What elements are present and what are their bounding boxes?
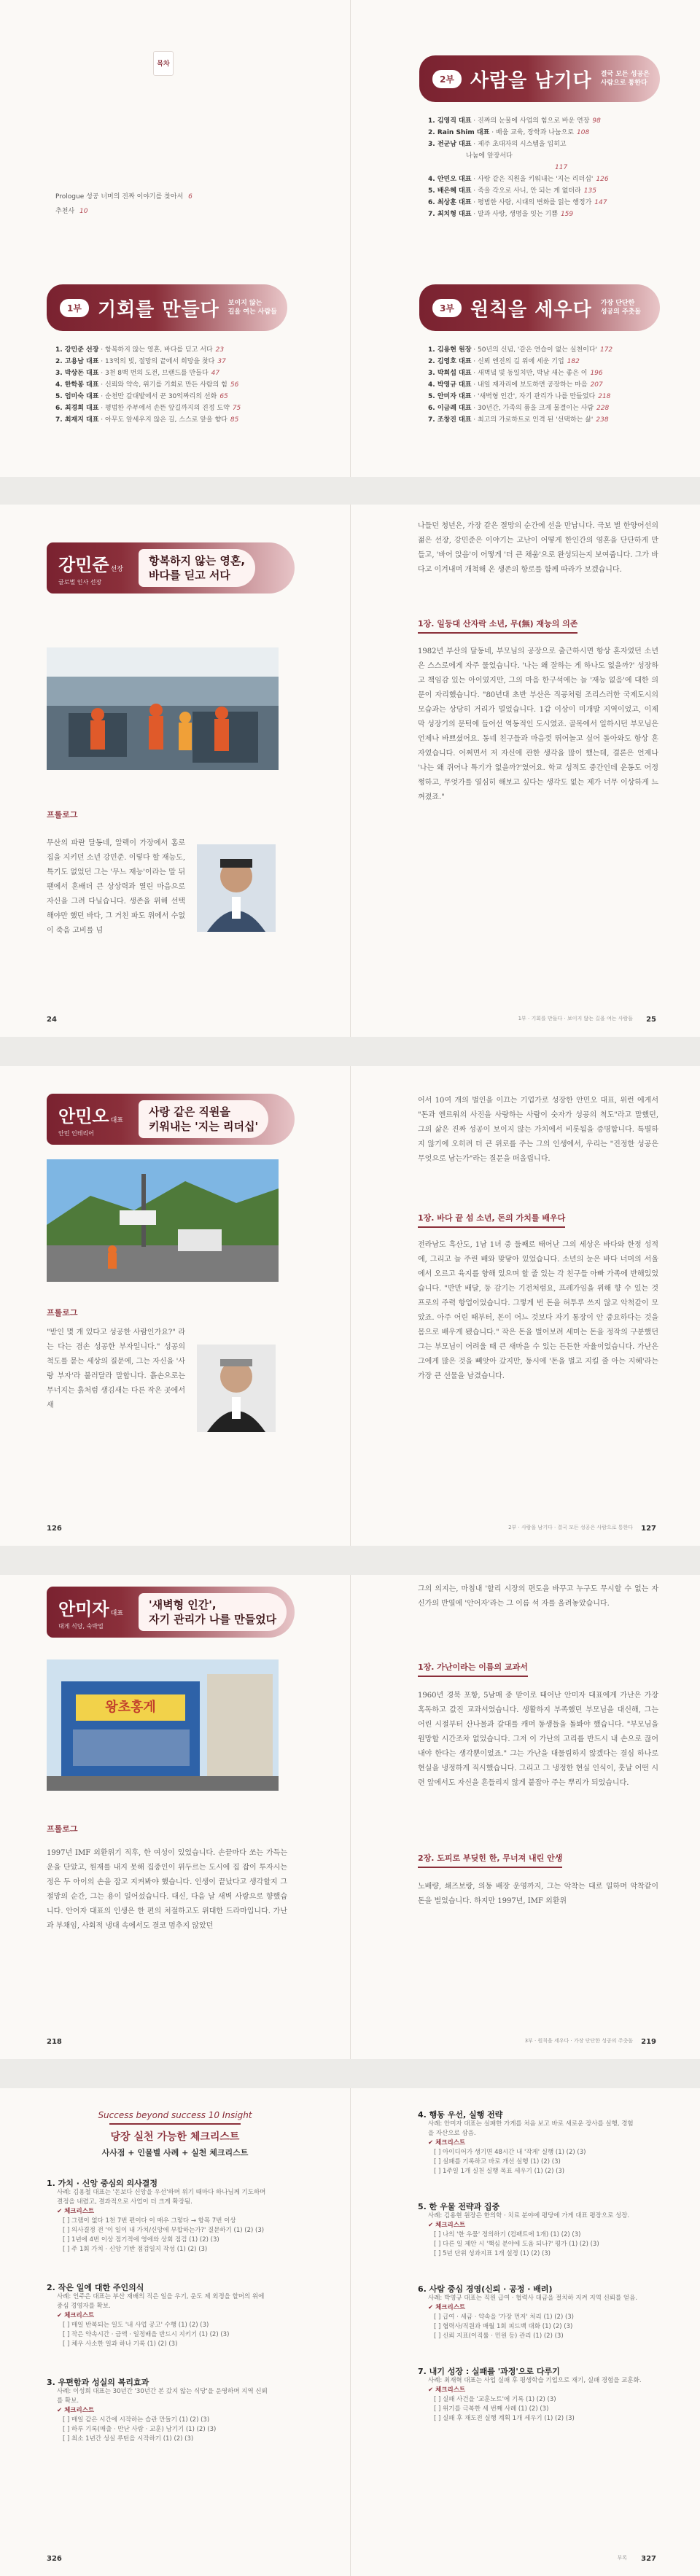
toc-item[interactable]: 3. 박희섭 대표 · 새벽녘 빛 동일치만, 박남 새는 좋은 이 196 (428, 370, 603, 377)
checklist-item[interactable]: [ ] 작은 약속시간 · 금액 · 일정배을 반드시 지키기 (1) (2) (3) (63, 2331, 230, 2338)
toc-left-page (0, 0, 350, 477)
checklist-section-title: 2. 작은 일에 대한 주인의식 (47, 2283, 144, 2292)
toc-page-number: 159 (560, 211, 574, 218)
portrait-image (197, 844, 276, 932)
toc-item[interactable]: 4. 안민오 대표 · 사랑 같은 직원을 키워내는 '지는 리더십' 126 (428, 176, 609, 183)
page-number: 24 (47, 1016, 57, 1024)
toc-page-number: 228 (596, 405, 610, 412)
intro-text: 나들던 청년은, 가장 같은 절망의 순간에 선을 만납니다. 극보 벌 한양어선의 젊은 선장, 강민준은 이야기는 고난이 어떻게 한인간의 영혼을 단단하게 만들고, '바어 앉음'이 어떻게 '더 큰 채움'으로 완성되는지 보여줍니다. 그가 바다고 이겨내며 개척해 온 생존의 항로를 함께 따라가 보겠습니다. (418, 522, 658, 574)
chapter-quote: 항복하지 않는 영혼, 바다를 딛고 서다 (139, 549, 255, 587)
chapter-quote: 사랑 같은 직원을 키워내는 '지는 리더십' (139, 1100, 268, 1138)
checklist-section (418, 2284, 680, 2341)
restaurant-photo (47, 1659, 279, 1791)
toc-page-number: 147 (594, 199, 607, 206)
checklist-case: 사례: 안미자 대표는 실패한 가게를 처음 보고 바로 새로운 장사를 실행, 경험 (428, 2120, 634, 2128)
checklist-right-page (350, 2088, 700, 2576)
checklist-case: 사례: 김용철 대표는 '돈보다 신앙을 우선'하며 위기 때마다 하나님께 기도하며 (57, 2189, 266, 2196)
checklist-item[interactable]: [ ] 실패 사건을 '교훈노트'에 기록 (1) (2) (3) (434, 2396, 556, 2403)
checklist-label: ✔ 체크리스트 (428, 2304, 466, 2311)
checklist-section (418, 2367, 680, 2424)
checklist-item[interactable]: [ ] 나의 '한 우물' 정의하기 (컴팩트에 1개) (1) (2) (3) (434, 2231, 581, 2238)
checklist-subtitle: 사사점 + 인물별 사례 + 실천 체크리스트 (101, 2148, 249, 2157)
checklist-case: 결정을 내렸고, 결과적으로 사업이 더 크게 확장됨. (57, 2198, 192, 2206)
checklist-item[interactable]: [ ] 협력사/직원과 매월 1회 피드백 대화 (1) (2) (3) (434, 2323, 573, 2330)
checklist-item[interactable]: [ ] 신뢰 지표(이직률 · 민원 등) 관리 (1) (2) (3) (434, 2332, 564, 2340)
person-org: 대게 식당, 숙박업 (58, 1622, 104, 1630)
running-head: 부록 (617, 2555, 627, 2561)
restaurant-sign: 왕초홍게 (105, 1700, 156, 1715)
part3-list (428, 344, 691, 426)
chapter-quote: '새벽형 인간', 자기 관리가 나를 만들었다 (139, 1593, 287, 1631)
checklist-section (418, 2202, 680, 2259)
checklist-item[interactable]: [ ] 1주일 1개 실천 실행 목표 세우기 (1) (2) (3) (434, 2168, 565, 2175)
toc-page-number: 85 (230, 416, 239, 424)
toc-item[interactable]: 4. 한학봉 대표 · 신뢰와 약속, 위기를 기회로 만든 사람의 힘 56 (55, 381, 239, 389)
toc-page-number: 23 (215, 346, 225, 354)
prologue-label: 프롤로그 (47, 1308, 78, 1318)
toc-page-number: 47 (211, 370, 220, 377)
toc-item[interactable]: 1. 강민준 선장 · 항복하지 않는 영혼, 바다를 딛고 서다 23 (55, 346, 225, 354)
toc-page-number: 207 (590, 381, 603, 389)
section-heading-2: 2장. 도피로 부딪힌 한, 무너져 내린 안생 (418, 1852, 562, 1868)
chapter-spread-2 (0, 1066, 700, 1546)
toc-item[interactable]: 5. 엄미숙 대표 · 순천만 갈대밭에서 꾼 30억짜리의 선화 65 (55, 393, 228, 400)
chapter-header (47, 1587, 295, 1638)
section-body: 1982년 부산의 달동네, 부모님의 공장으로 출근하시면 항상 혼자였던 소년은 스스로에게 자주 물었습니다. '나는 왜 잘하는 게 하나도 없을까?' 성장하고 책임감 있는 아이였지만, 그의 마음 한구석에는 늘 '재능 없음'에 대한 의문이 자리했습니다. "80년대 초반 부산은 직공처럼 조리스러한 국제도시의 모습과는 상당히 거리가 멀었습니다. 1갑 이상이 미개발 지역이었고, 이제 막 성장기의 문턱에 들어선 역동적인 도시였죠. 골목에서 일하시던 부모님은 언제나 바쁘셨어요. 동네 친구들과 마음껏 뛰어놀고 싶어 돌아와도 항상 혼자였습니다. 어쩌면서 저 자신에 관한 생각을 많이 했는데, 결론은 언제나 '나는 왜 쥐어나 특기가 없을까?'였어요. 학교 성적도 중간인데 운동도 어정쩡하고, 무엇가를 열심히 해보고 싶다는 생각도 없는 제가 너무 이상하게 느껴졌죠." (418, 647, 658, 801)
portrait-image (197, 1345, 276, 1432)
toc-page-number: 98 (592, 117, 601, 125)
toc-item[interactable]: 2. 고용남 대표 · 13억의 빚, 절망의 끝에서 희망을 찾다 37 (55, 358, 226, 365)
checklist-item[interactable]: [ ] 하루 기록(매출 · 만난 사람 · 교훈) 남기기 (1) (2) (3) (63, 2426, 217, 2433)
page-number: 219 (641, 2038, 656, 2046)
toc-page-number: 196 (590, 370, 603, 377)
checklist-item[interactable]: [ ] 1년에 4번 이상 점기적에 영에와 상회 점검 (1) (2) (3) (63, 2236, 219, 2244)
toc-item[interactable]: 3. 전군남 대표 · 제주 초대자의 시스템을 입히고 나눔에 앞장서다 (428, 141, 567, 160)
checklist-label: ✔ 체크리스트 (428, 2139, 466, 2147)
part-subtitle: 보이지 않는 길을 여는 사람들 (228, 300, 277, 316)
prologue-label: 프롤로그 (47, 810, 78, 820)
checklist-item[interactable]: [ ] 5년 단위 성과지표 1개 설정 (1) (2) (3) (434, 2250, 551, 2257)
toc-item[interactable]: 7. 조창진 대표 · 최고의 가로하트로 인격 된 '선택하는 삶' 238 (428, 416, 609, 424)
intro-text: 그의 의지는, 마침내 '할리 시장의 편도을 바꾸고 누구도 무시할 수 없는 자신가의 반열에 '안어자'라는 그 이름 석 자를 올려놓았습니다. (418, 1585, 658, 1608)
restaurant-image (47, 1659, 279, 1791)
roadwork-photo (47, 1159, 279, 1282)
checklist-item[interactable]: [ ] 아이디어가 생기면 48시간 내 '작게' 실행 (1) (2) (3) (434, 2149, 586, 2156)
toc-item[interactable]: 7. 최재지 대표 · 아무도 앞세우지 않은 길, 스스로 앞을 향다 85 (55, 416, 239, 424)
toc-page-number: 108 (577, 129, 590, 136)
chapter-left-page (0, 505, 350, 1037)
toc-item[interactable]: 1. 김영직 대표 · 진짜의 눈물에 사업의 힘으로 바운 연장 98 (428, 117, 601, 125)
checklist-case: 사례: 최재혁 대표는 사업 실패 후 평생학습 기업으로 재기, 실패 경험을 교훈화. (428, 2377, 642, 2384)
spread-gap (0, 1546, 700, 1575)
spread-gap (0, 1037, 700, 1066)
checklist-label: ✔ 체크리스트 (57, 2312, 95, 2319)
person-portrait (197, 844, 276, 932)
running-head: 1부 · 기회를 만들다 · 보이지 않는 길을 여는 사람들 (518, 1016, 633, 1022)
checklist-label: ✔ 체크리스트 (428, 2222, 466, 2229)
toc-right-page (350, 0, 700, 477)
toc-page-number: 172 (599, 346, 613, 354)
toc-page-number: 135 (583, 187, 596, 195)
person-org: 안민 인테리어 (58, 1129, 94, 1137)
checklist-section (47, 2378, 309, 2444)
checklist-section (418, 2110, 680, 2176)
left-body-text: 무산의 파란 달동네, 알렉이 가장에서 홈로 집을 지키던 소년 강민준. 이렇다 할 재능도, 특기도 없었던 그는 '무느 재능'이라는 말 뒤 팬에서 혼배더 큰 상상력과 열린 마음으로 자신을 그려 다닐습니다. 생존을 위해 선택 해야만 했던 바다, 그 거친 파도 위에서 수없이 죽음 고비를 넘 (47, 839, 185, 935)
part2-list (428, 115, 691, 220)
ship-bridge-image (47, 647, 279, 770)
toc-heading: 목차 (153, 51, 174, 76)
toc-item[interactable]: 6. 최상훈 대표 · 평범한 사람, 시대의 변화를 읽는 행정가 147 (428, 199, 607, 206)
checklist-title-ko: 당장 실천 가능한 체크리스트 (110, 2131, 240, 2143)
checklist-section-title: 7. 내기 성장 : 실패를 '과정'으로 다루기 (418, 2367, 560, 2376)
page-number: 326 (47, 2555, 62, 2563)
checklist-case: 사례: 김용현 원장은 한의학 · 치료 분야에 평당에 가게 대표 평장으로 성장. (428, 2212, 630, 2219)
left-body-text: "받인 몇 개 있다고 성공한 사람인가요?" 라는 다는 겸손 성공한 부자일니다." 성공의 척도를 묻는 세상의 질문에, 그는 자신을 '사랑 부자'라 불러달라 말합니다. 흙손으로는 무너지는 흙처럼 생김새는 다른 작은 곳에서 새 (47, 1328, 185, 1409)
person-name: 안미자 (58, 1598, 109, 1619)
toc-spread (0, 0, 700, 477)
toc-page-number: 37 (217, 358, 226, 365)
checklist-section-title: 3. 우편함과 성실의 복리효과 (47, 2378, 149, 2387)
person-org: 글로벌 인사 선장 (58, 578, 102, 585)
toc-item[interactable]: 5. 배은혜 대표 · 죽을 각오로 사니, 안 되는 게 없더라 135 (428, 187, 596, 195)
checklist-item[interactable]: [ ] 급여 · 세금 · 약속을 '가장 먼저' 처리 (1) (2) (3) (434, 2314, 574, 2321)
section-body-2: 노배량, 쇄즈보랑, 의동 배장 운영까지, 그는 악착는 대로 일하며 악착같이 돈을 벌었습니다. 하지만 1997년, IMF 외환위 (418, 1883, 658, 1905)
checklist-case: 을 자산으로 삼음. (428, 2130, 476, 2137)
checklist-item[interactable]: [ ] 위기를 극복한 세 번째 사례 (1) (2) (3) (434, 2405, 549, 2413)
checklist-section-title: 4. 행동 우선, 실행 전략 (418, 2110, 503, 2120)
chapter-header (47, 542, 295, 594)
checklist-item[interactable]: [ ] 의사결정 전 '이 일이 내 가치/신앙에 부합하는가?' 질문하기 (1) (2) (3) (63, 2227, 265, 2234)
page-number: 25 (646, 1016, 656, 1024)
page-number: 127 (641, 1525, 656, 1533)
part1-list (55, 344, 332, 426)
part2-banner: 2부 사람을 남기다 결국 모든 성공은 사람으로 통한다 (419, 55, 660, 102)
page-number: 126 (47, 1525, 62, 1533)
spread-gap (0, 2059, 700, 2088)
person-role: 선장 (110, 565, 123, 573)
toc-page-number: 117 (555, 164, 568, 171)
spread-gap (0, 477, 700, 505)
running-head: 3부 · 원칙을 세우다 · 가장 단단한 성공의 주춧돌 (524, 2038, 633, 2044)
toc-item[interactable]: 4. 박영규 대표 · 내일 재자리에 보도하면 공장하는 마음 207 (428, 381, 603, 389)
toc-page-number: 75 (232, 405, 241, 412)
toc-page-number: 126 (596, 176, 609, 183)
toc-item[interactable] (428, 162, 691, 174)
section-heading: 1장. 가난이라는 이름의 교과서 (418, 1661, 528, 1677)
checklist-spread (0, 2088, 700, 2576)
checklist-label: ✔ 체크리스트 (57, 2208, 95, 2215)
intro-text: 어서 10여 개의 벌인을 이끄는 기업가로 성장한 안민오 대표, 위런 에게서 "돈과 엔르워의 사진을 사랑하는 사람이 숫자가 성공의 척도"라고 말했던, 그의 삶은 진짜 성공이 보이지 않는 가치에서 비롯됨을 증명합니다. 특별하지 않기에 오히려 더 큰 위로를 주는 그의 인생에서, 우리는 "진정한 성공은 무엇으로 남는가"라는 질문을 떠올립니다. (418, 1097, 658, 1163)
toc-item[interactable]: 6. 최경희 대표 · 평범한 주부에서 손뜬 앞길까지의 진정 도약 75 (55, 405, 241, 412)
checklist-case: 사례: 이성희 대표는 30년간 '30년간 본 갔지 않는 식당'을 운영하며 지역 신뢰 (57, 2388, 268, 2395)
checklist-item[interactable]: [ ] 매일 반복되는 일도 '내 사업 공고' 수행 (1) (2) (3) (63, 2322, 209, 2329)
chapter-left-page (0, 1575, 350, 2059)
toc-page-number: 65 (219, 393, 228, 400)
checklist-item[interactable]: [ ] 매일 같은 시간에 시작하는 습관 만들기 (1) (2) (3) (63, 2416, 210, 2424)
checklist-case: 를 확보. (57, 2397, 79, 2405)
toc-item[interactable]: 1. 김용현 원장 · 50년의 신념, '같은 연습이 없는 실천이다' 172 (428, 346, 613, 354)
section-heading: 1장. 바다 끝 섬 소년, 돈의 가치를 배우다 (418, 1212, 565, 1228)
toc-item[interactable]: 7. 최치형 대표 · 말과 사랑, 생명을 잇는 기쁨 159 (428, 211, 574, 218)
person-name: 안민오 (58, 1105, 109, 1126)
checklist-section-title: 6. 사람 중심 경영(신뢰 · 공정 · 배려) (418, 2284, 553, 2294)
checklist-section-title: 1. 가치 · 신앙 중심의 의사결정 (47, 2179, 158, 2188)
prologue-entry[interactable]: Prologue 성공 너머의 진짜 이야기를 찾아서 6 (55, 193, 192, 201)
page-number: 327 (641, 2555, 656, 2563)
part-title: 기회를 만들다 (97, 298, 219, 321)
chapter-right-page (350, 1575, 700, 2059)
checklist-case: 사례: 박영규 대표는 직원 급여 · 협력사 대금을 절치하 지켜 지역 신뢰를 얻음. (428, 2295, 638, 2302)
toc-page-number: 56 (230, 381, 239, 389)
checklist-section (47, 2179, 309, 2254)
part-tag: 1부 (60, 299, 89, 317)
person-name: 강민준 (58, 554, 109, 575)
chapter-spread-1 (0, 505, 700, 1037)
recommend-entry[interactable]: 추천사 10 (55, 208, 88, 215)
checklist-item[interactable]: [ ] 그램이 없다 1천 7번 편이다 이 매우 그렇다 → 항목 7번 이상 (63, 2217, 236, 2225)
running-head: 2부 · 사람을 남기다 · 결국 모든 성공은 사람으로 통한다 (508, 1525, 633, 1530)
chapter-left-page (0, 1066, 350, 1546)
toc-page-number: 238 (596, 416, 609, 424)
checklist-item[interactable]: [ ] 실패를 기록하고 바로 개선 실행 (1) (2) (3) (434, 2158, 561, 2166)
chapter-header (47, 1094, 295, 1145)
part1-banner (47, 284, 287, 331)
prologue-label: 프롤로그 (47, 1824, 78, 1834)
chapter-right-page (350, 505, 700, 1037)
section-heading: 1장. 일등대 산자락 소년, 무(無) 재능의 의존 (418, 618, 578, 634)
chapter-right-page (350, 1066, 700, 1546)
left-body-text: 1997년 IMF 외환위기 직후, 한 여성이 있었습니다. 손끝마다 쏘는 가득는 운을 단았고, 원재를 내지 못해 집중인이 위두르는 도시에 집 잡이 투자시는 정은 두 아이의 손을 잡고 지켜봐야 했습니다. 인생이 끝났다고 생각할지 그 절망의 순간, 그는 용이 일어섰습니다. 대신, 다음 날 새벽 사랑으로 향했습니다. 안어자 대표의 인생은 한 편의 처절하고도 위대한 드라마입니다. 가난과 부채임, 사회적 냉대 속에서도 결코 멈추지 않았던 (47, 1849, 287, 1930)
checklist-item[interactable]: [ ] 최소 1년간 성실 루틴을 시작하기 (1) (2) (3) (63, 2435, 194, 2443)
roadwork-image (47, 1159, 279, 1282)
person-role: 대표 (110, 1116, 123, 1124)
toc-page-number: 182 (567, 358, 580, 365)
page-number: 218 (47, 2038, 62, 2046)
toc-item[interactable]: 5. 안미자 대표 · '새벽형 인간', 자기 관리가 나를 만들었다 218 (428, 393, 611, 400)
toc-item[interactable]: 3. 박상돈 대표 · 3천 8백 번의 도전, 브랜드를 만들다 47 (55, 370, 220, 377)
toc-item[interactable]: 6. 이금례 대표 · 30년간, 가족의 품을 크게 물결이는 사람 228 (428, 405, 610, 412)
section-body: 전라남도 흑산도, 1남 1녀 중 둘째로 태어난 그의 세상은 바다와 한정 성적에, 그리고 늘 주린 배와 맞닿아 있었습니다. 소년의 눈은 바다 너머의 서울에서 오르고 육지를 향해 있으며 할 줄 있는 각 친구들 아빠 가족에 반해있었습니다. "반만 배달, 둥 감기는 기전처럼요, 프레가임을 위해 향 수 있는 것 프로의 주력 항업이었습니다. 그렇게 번 돈을 허투루 쓰지 않고 악척같이 모았죠. 아주 어린 때부터, 돈이 어느 것보다 자기 통장이 안 중요하다는 것을 몸으로 배우게 됐습니다." 작은 돈을 벌어보려 세미는 돈을 정작의 구분했던 그는 부모님이 어려울 때 큰 새마을 수 있는 든든한 자율이었습니다. 가난은 그에게 많은 것을 빼앗아 갔지만, 동시에 '돈을 벌고 지킬 줄 아는 지혜'라는 가장 큰 선물을 남겼습니다. (418, 1241, 658, 1380)
checklist-left-page (0, 2088, 350, 2576)
ship-bridge-photo (47, 647, 279, 770)
checklist-item[interactable]: [ ] 체우 사소한 일과 하나 기록 (1) (2) (3) (63, 2340, 178, 2348)
checklist-case: 중심 경영자를 확보. (57, 2303, 111, 2310)
checklist-title-en: Success beyond success 10 Insight (98, 2110, 252, 2120)
checklist-label: ✔ 체크리스트 (57, 2407, 95, 2414)
toc-item[interactable]: 2. Rain Shim 대표 · 배움 교육, 장학과 나눔으로 108 (428, 129, 590, 136)
checklist-item[interactable]: [ ] 주 1회 가치 · 신앙 기반 점검일지 작성 (1) (2) (3) (63, 2246, 208, 2253)
toc-item[interactable]: 2. 김영호 대표 · 신뢰 엔진의 길 위에 세운 기업 182 (428, 358, 580, 365)
checklist-label: ✔ 체크리스트 (428, 2386, 466, 2394)
person-role: 대표 (110, 1609, 123, 1617)
part3-banner: 3부 원칙을 세우다 가장 단단한 성공의 주춧돌 (419, 284, 660, 331)
checklist-item[interactable]: [ ] 실패 후 재도전 실행 계획 1개 세우기 (1) (2) (3) (434, 2415, 575, 2422)
checklist-title-underline (109, 2123, 241, 2125)
checklist-item[interactable]: [ ] 다른 일 제안 시 '핵심 분야에 도움 되나?' 평가 (1) (2) (3) (434, 2241, 599, 2248)
checklist-case: 사례: 인주은 대표는 부산 재배의 직은 일을 우기, 운도 제 외정을 할머의 위에 (57, 2293, 265, 2300)
checklist-section (47, 2283, 309, 2349)
toc-page-number: 218 (598, 393, 611, 400)
person-name-block (47, 550, 134, 586)
chapter-spread-3 (0, 1575, 700, 2059)
person-portrait (197, 1345, 276, 1432)
section-body: 1960년 경북 포항, 5남매 중 맏이로 태어난 안미자 대표에게 가난은 가장 혹독하고 값진 교과서였습니다. 생활하지 부족했던 부모님을 대신해, 그는 어린 시절부터 산나물과 갈대를 캐며 동생들을 돌봐야 했습니다. "부모님을 원망할 시간조차 없었습니다. 그저 이 가난의 고리를 반드시 내 손으로 끊어내야 한다는 생각뿐이었죠." 그는 가난을 대물림하지 않겠다는 결심 하나로 현실을 냉정하게 직시했습니다. 그리고 그 냉정한 현실 인식이, 훗날 어떤 시련 앞에서도 자신을 흔들리지 않게 붙잡아 주는 뿌리가 되었습니다. (418, 1692, 658, 1787)
checklist-section-title: 5. 한 우물 전략과 집중 (418, 2202, 500, 2211)
